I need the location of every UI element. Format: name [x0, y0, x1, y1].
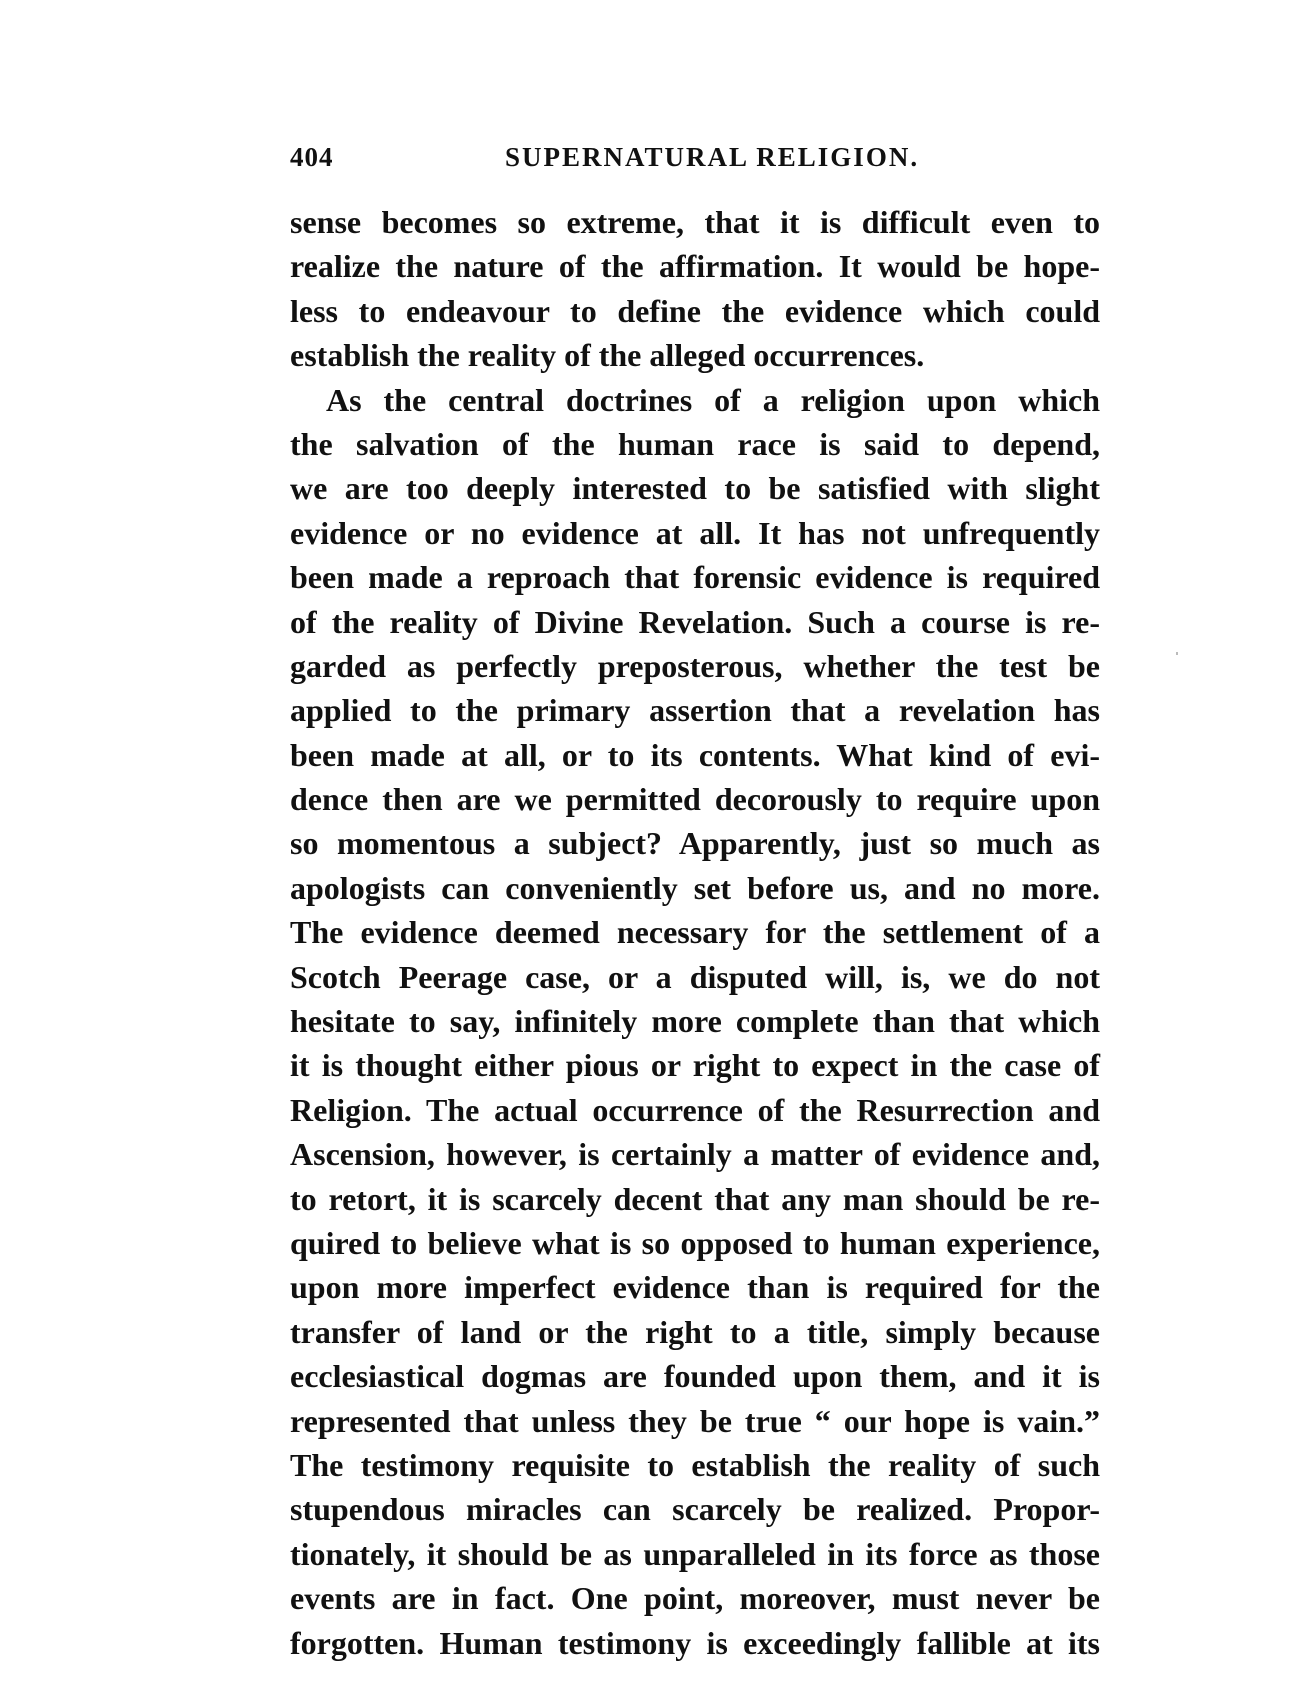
text-line: transfer of land or the right to a title, simply because — [290, 1313, 1100, 1350]
text-line: represented that unless they be true “ our hope is vain.” — [290, 1402, 1100, 1439]
text-line: sense becomes so extreme, that it is difficult even to — [290, 204, 1100, 240]
text-line: hesitate to say, infinitely more complete than that which — [290, 1003, 1100, 1040]
text-line: As the central doctrines of a religion upon which — [326, 381, 1100, 418]
text-line: apologists can conveniently set before us, and no more. — [290, 869, 1100, 906]
text-line: we are too deeply interested to be satisfied with slight — [290, 470, 1100, 507]
text-line: upon more imperfect evidence than is required for the — [290, 1269, 1100, 1306]
scan-speck — [1176, 652, 1178, 655]
text-line: to retort, it is scarcely decent that any man should be re- — [290, 1180, 1100, 1217]
text-line: dence then are we permitted decorously to require upon — [290, 781, 1100, 818]
text-line: Religion. The actual occurrence of the Resurrection and — [290, 1091, 1100, 1128]
text-line: the salvation of the human race is said to depend, — [290, 425, 1100, 462]
paragraph-2 — [290, 378, 1100, 1665]
text-line: it is thought either pious or right to expect in the case of — [290, 1047, 1100, 1084]
text-line: of the reality of Divine Revelation. Such a course is re- — [290, 603, 1100, 640]
text-line: garded as perfectly preposterous, whether the test be — [290, 647, 1100, 684]
text-line: establish the reality of the alleged occurrences. — [290, 337, 925, 374]
text-line: events are in fact. One point, moreover, must never be — [290, 1580, 1100, 1617]
text-line: tionately, it should be as unparalleled in its force as those — [290, 1535, 1100, 1572]
text-line: been made a reproach that forensic evidence is required — [290, 559, 1100, 596]
text-line: realize the nature of the affirmation. It would be hope- — [290, 248, 1100, 285]
running-title: SUPERNATURAL RELIGION. — [505, 142, 920, 172]
text-line: less to endeavour to define the evidence which could — [290, 292, 1100, 329]
text-line: stupendous miracles can scarcely be realized. Propor- — [290, 1491, 1100, 1528]
text-line: quired to believe what is so opposed to human experience, — [290, 1224, 1100, 1261]
paragraph-1 — [290, 200, 1100, 378]
text-line: Scotch Peerage case, or a disputed will, is, we do not — [290, 958, 1100, 995]
body-text — [290, 200, 1100, 1665]
text-line: Ascension, however, is certainly a matter of evidence and, — [290, 1136, 1100, 1173]
text-line: applied to the primary assertion that a revelation has — [290, 692, 1100, 729]
page-header — [290, 142, 1100, 178]
text-line: evidence or no evidence at all. It has not unfrequently — [290, 514, 1100, 551]
text-line: ecclesiastical dogmas are founded upon them, and it is — [290, 1358, 1100, 1395]
text-line: been made at all, or to its contents. What kind of evi- — [290, 736, 1100, 773]
text-line: The evidence deemed necessary for the settlement of a — [290, 914, 1100, 951]
text-line: so momentous a subject? Apparently, just so much as — [290, 825, 1100, 862]
page-number: 404 — [290, 142, 334, 172]
text-line: forgotten. Human testimony is exceedingly fallible at its — [290, 1624, 1100, 1661]
text-line: The testimony requisite to establish the reality of such — [290, 1446, 1100, 1483]
